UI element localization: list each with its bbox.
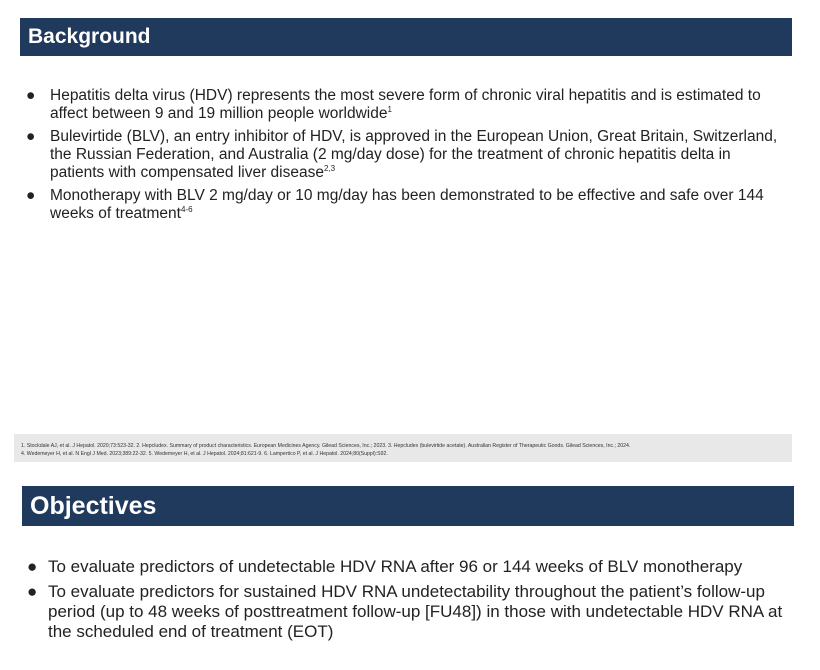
background-bullet-3	[26, 187, 786, 223]
background-heading: Background	[20, 18, 792, 56]
bullet-dot-icon: ●	[26, 87, 36, 104]
background-bullet-2-text: Bulevirtide (BLV), an entry inhibitor of HDV, is approved in the European Union, Great Britain, Switzerland, the Russian Federation, and Australia (2 mg/day dose) for the treatment of chronic hepatitis delta in patients with compensated liver disease	[50, 128, 778, 181]
background-bullet-list	[26, 87, 786, 228]
objectives-bullet-2	[27, 582, 797, 642]
background-bullet-3-citation: 4-6	[180, 205, 193, 214]
bullet-dot-icon: ●	[27, 557, 38, 576]
references-footnote	[14, 434, 792, 462]
objectives-heading: Objectives	[22, 486, 794, 526]
background-bullet-1-text: Hepatitis delta virus (HDV) represents the most severe form of chronic viral hepatitis and is estimated to affect between 9 and 19 million people worldwide	[50, 87, 761, 122]
bullet-dot-icon: ●	[27, 582, 38, 601]
objectives-bullet-2-text: To evaluate predictors for sustained HDV RNA undetectability throughout the patient’s follow-up period (up to 48 weeks of posttreatment follow-up [FU48]) in those with undetectable HDV RNA at the scheduled end of treatment (EOT)	[48, 582, 783, 641]
objectives-bullet-1-text: To evaluate predictors of undetectable HDV RNA after 96 or 144 weeks of BLV monotherapy	[48, 557, 743, 576]
objectives-bullet-list	[27, 557, 797, 647]
objectives-bullet-1	[27, 557, 797, 577]
references-line-2: 4. Wedemeyer H, et al. N Engl J Med. 2023;389:22-32. 5. Wedemeyer H, et al. J Hepatol. 2024;81:621-9. 6. Lampertico P, et al. J Hepatol. 2024;80(Suppl):S92.	[21, 451, 388, 457]
background-bullet-1	[26, 87, 786, 123]
bullet-dot-icon: ●	[26, 128, 36, 145]
background-bullet-2-citation: 2,3	[323, 164, 336, 173]
background-bullet-3-text: Monotherapy with BLV 2 mg/day or 10 mg/day has been demonstrated to be effective and safe over 144 weeks of treatment	[50, 187, 764, 222]
background-bullet-1-citation: 1	[387, 105, 392, 114]
bullet-dot-icon: ●	[26, 187, 36, 204]
references-line-1: 1. Stockdale AJ, et al. J Hepatol. 2020;73:523-32. 2. Hepcludex. Summary of product characteristics. European Medicines Agency. Gilead Sciences, Inc.; 2023. 3. Hepcludex (bulevirtide acetate). Australian Register of Therapeutic Goods. Gilead Sciences, Inc.; 2024.	[21, 443, 631, 449]
background-bullet-2	[26, 128, 786, 182]
